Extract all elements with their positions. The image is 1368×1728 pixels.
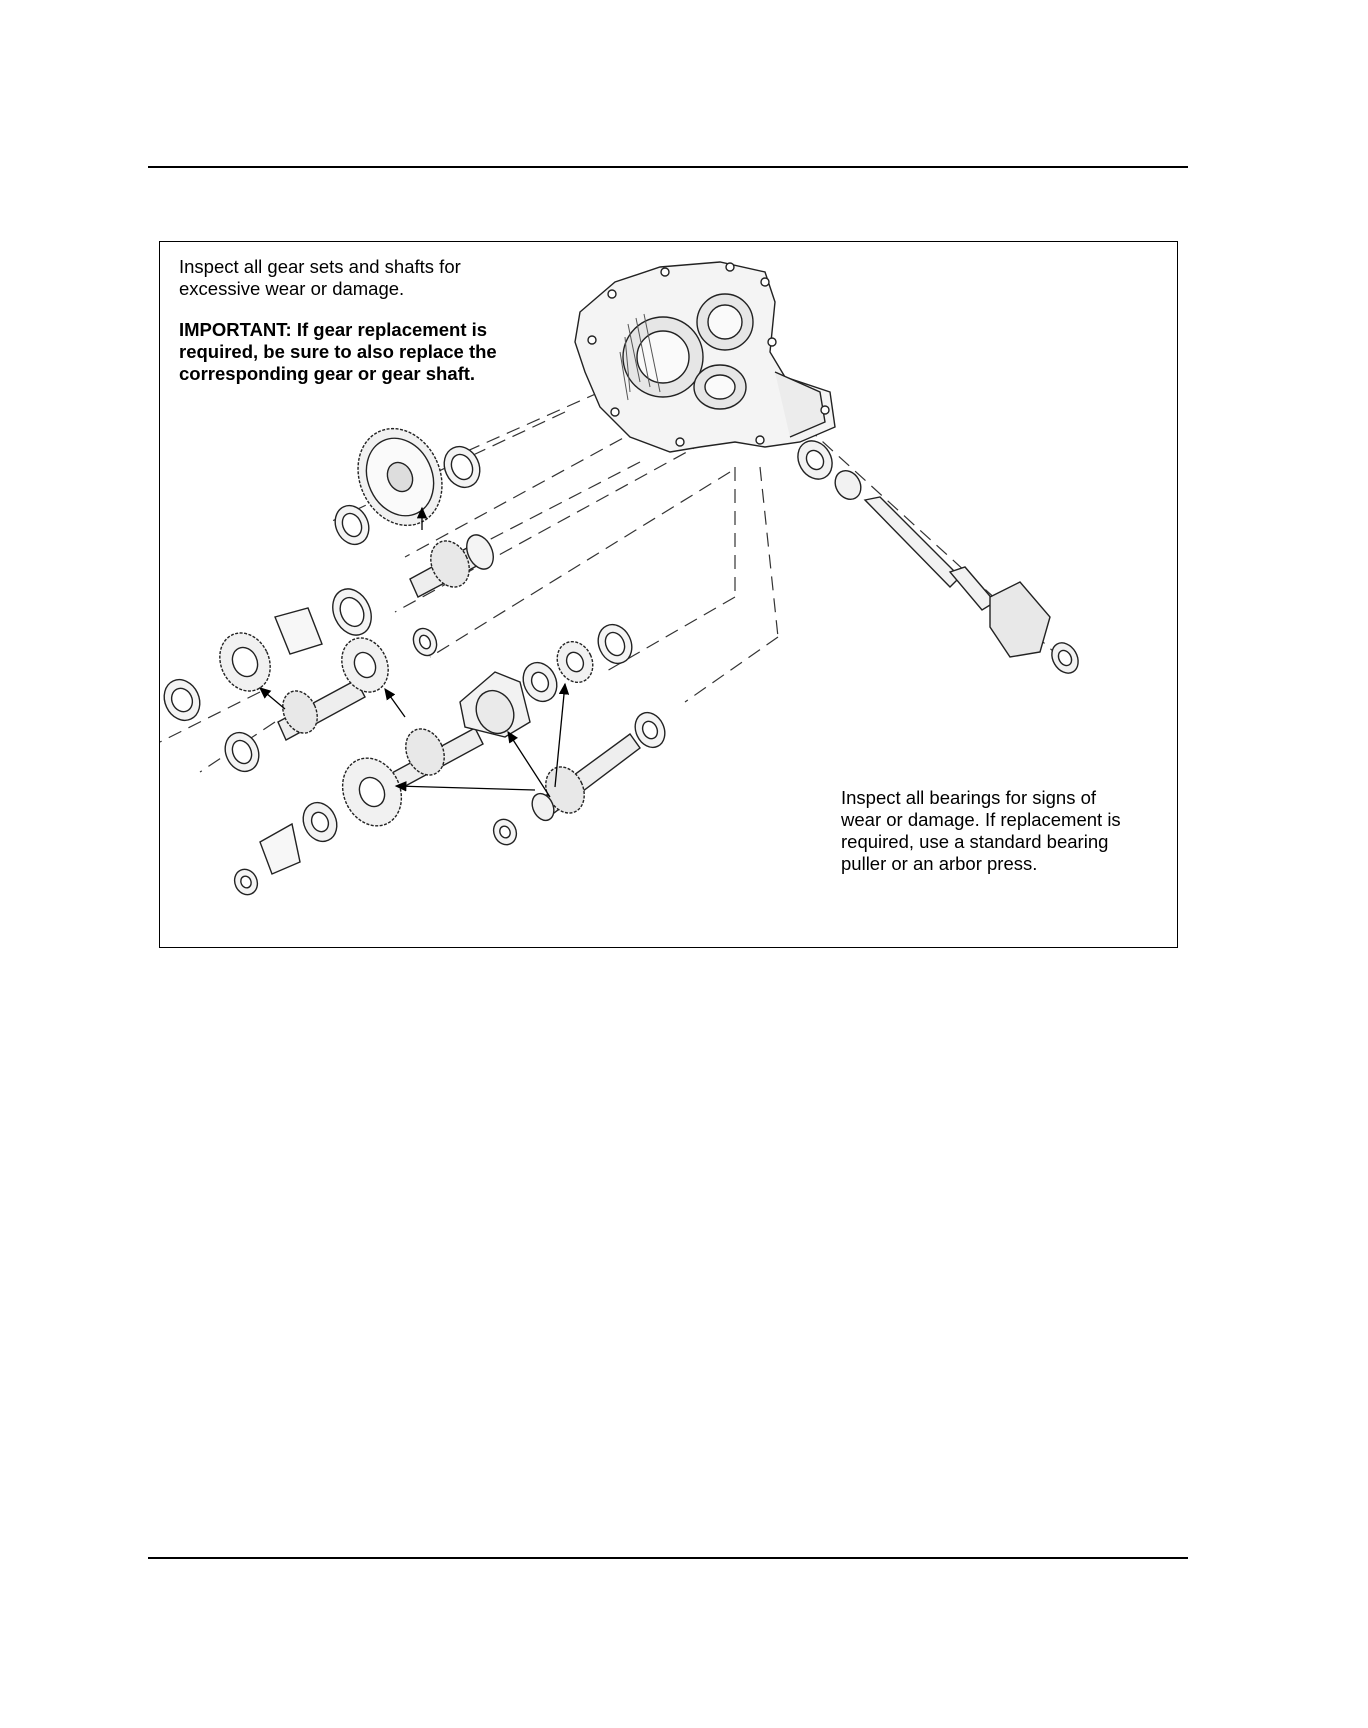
exploded-view-figure — [159, 241, 1178, 948]
bearing-inspection-line-1: Inspect all bearings for signs of — [841, 787, 1097, 808]
important-line-2: required, be sure to also replace the — [179, 341, 497, 362]
header-rule — [148, 166, 1188, 168]
footer-rule — [148, 1557, 1188, 1559]
important-line-1: IMPORTANT: If gear replacement is — [179, 319, 488, 340]
important-line-3: corresponding gear or gear shaft. — [179, 363, 476, 384]
gear-inspection-line-2: excessive wear or damage. — [179, 278, 405, 299]
gear-inspection-note — [179, 256, 539, 300]
important-note — [179, 319, 539, 385]
bearing-inspection-line-2: wear or damage. If replacement is — [841, 809, 1121, 830]
gear-sets — [160, 415, 670, 899]
bearing-inspection-line-3: required, use a standard bearing — [841, 831, 1109, 852]
bearing-inspection-note — [841, 787, 1151, 875]
output-shaft-assembly — [791, 435, 1083, 678]
bearing-inspection-line-4: puller or an arbor press. — [841, 853, 1038, 874]
gear-inspection-line-1: Inspect all gear sets and shafts for — [179, 256, 461, 277]
transmission-housing — [575, 262, 835, 452]
